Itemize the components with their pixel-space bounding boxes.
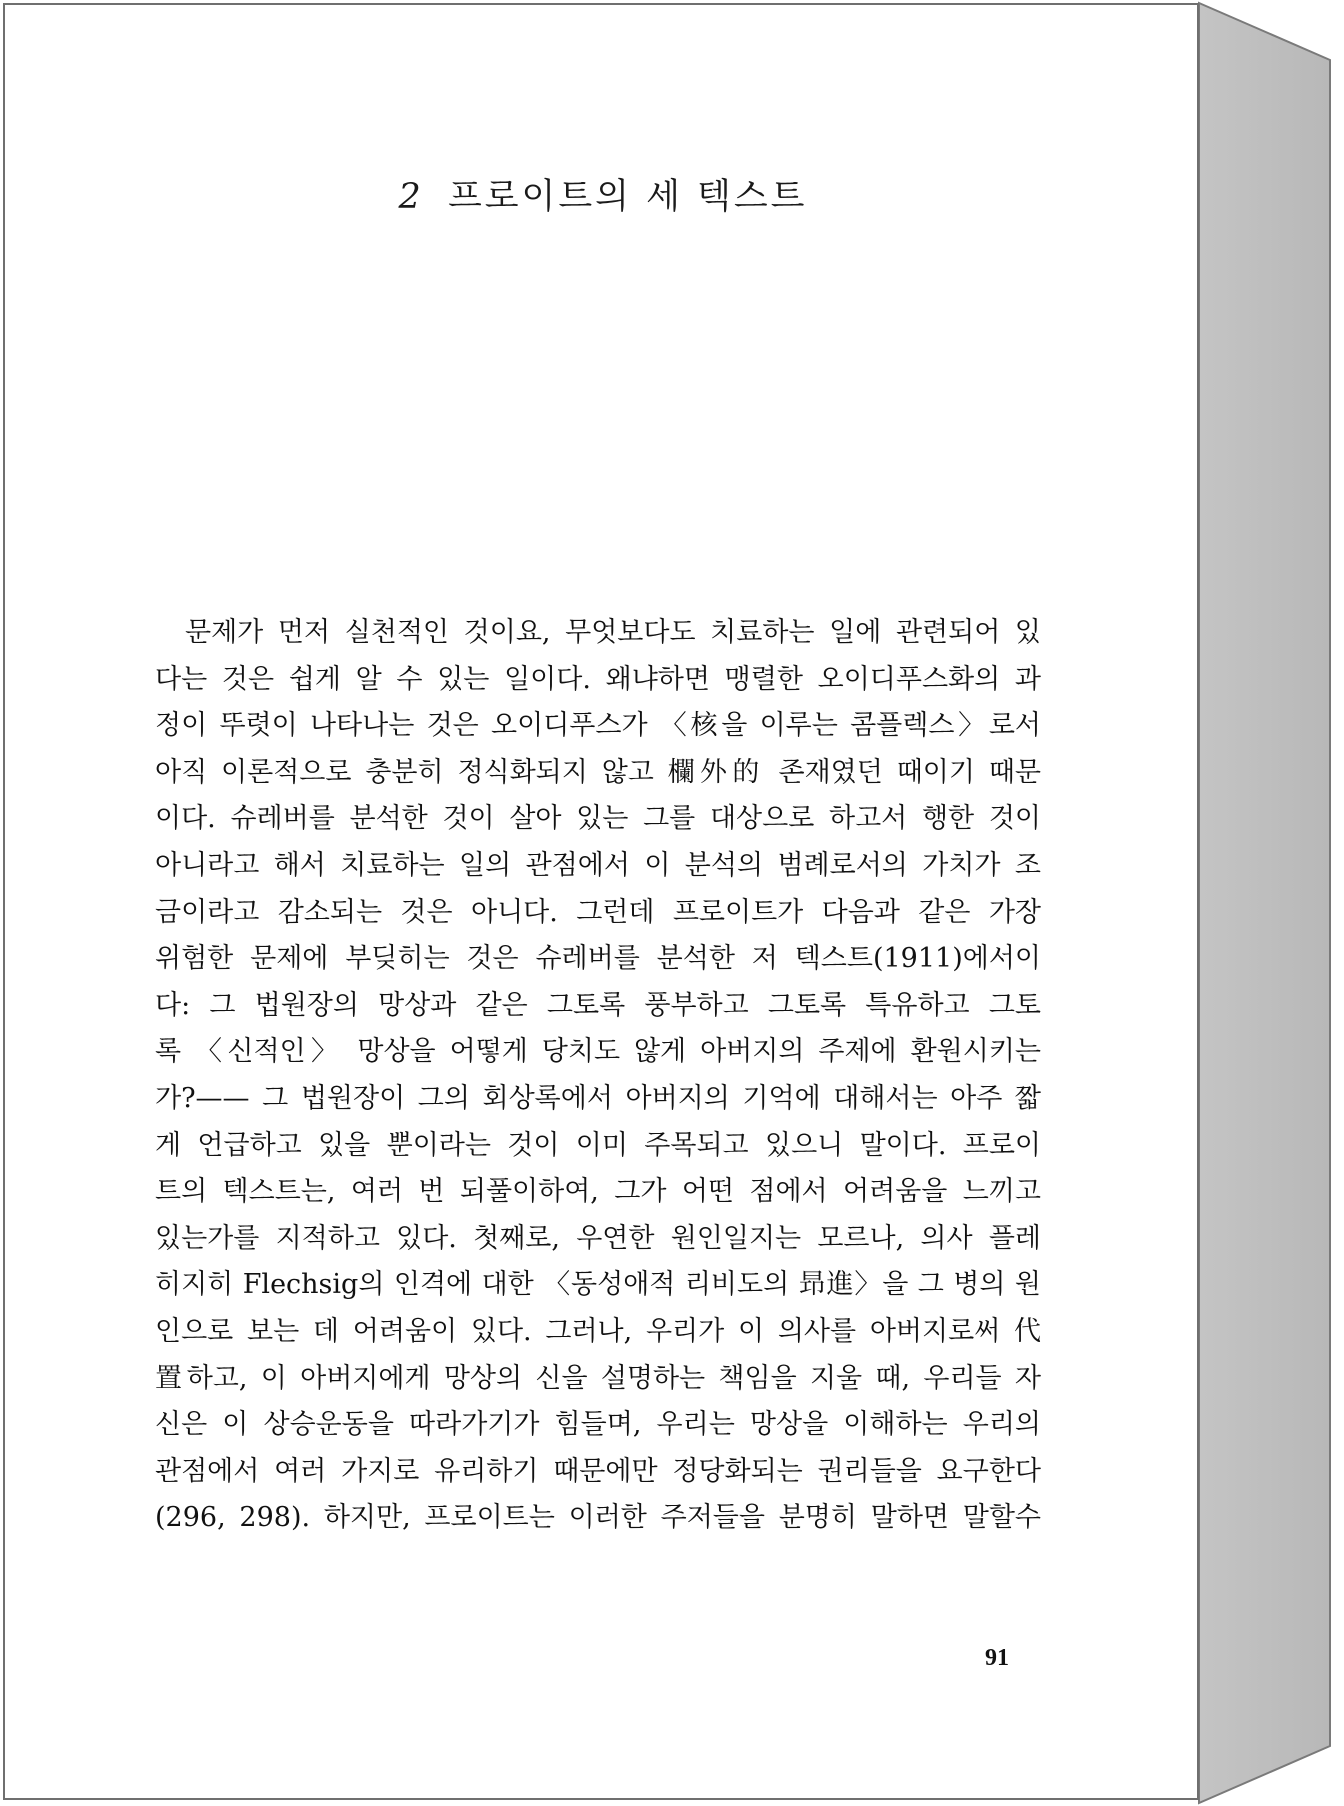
chapter-number: 2	[398, 177, 424, 217]
text-line: 문제가 먼저 실천적인 것이요, 무엇보다도 치료하는 일에 관련되어 있	[185, 617, 1041, 648]
text-line: 있는가를 지적하고 있다. 첫째로, 우연한 원인일지는 모르나, 의사 플레	[155, 1222, 1041, 1254]
text-line: 신은 이 상승운동을 따라가기가 힘들며, 우리는 망상을 이해하는 우리의	[155, 1409, 1041, 1441]
text-line: 위험한 문제에 부딪히는 것은 슈레버를 분석한 저 텍스트(1911)에서이	[155, 943, 1041, 975]
text-line: 다: 그 법원장의 망상과 같은 그토록 풍부하고 그토록 특유하고 그토	[155, 989, 1041, 1021]
text-line: 히지히 Flechsig의 인격에 대한 〈동성애적 리비도의 昻進〉을 그 병의 원	[155, 1269, 1041, 1301]
text-line: 아니라고 해서 치료하는 일의 관점에서 이 분석의 범례로서의 가치가 조	[155, 849, 1041, 881]
body-text	[155, 610, 1041, 1542]
text-line: 록 〈신적인〉 망상을 어떻게 당치도 않게 아버지의 주제에 환원시키는	[155, 1036, 1041, 1068]
text-line: 아직 이론적으로 충분히 정식화되지 않고 欄外的 존재였던 때이기 때문	[155, 756, 1041, 788]
text-line: 정이 뚜렷이 나타나는 것은 오이디푸스가 〈核을 이루는 콤플렉스〉로서	[155, 710, 1041, 742]
text-line: 다는 것은 쉽게 알 수 있는 일이다. 왜냐하면 맹렬한 오이디푸스화의 과	[155, 663, 1041, 695]
text-line: 置하고, 이 아버지에게 망상의 신을 설명하는 책임을 지울 때, 우리들 자	[155, 1362, 1041, 1394]
text-line: 인으로 보는 데 어려움이 있다. 그러나, 우리가 이 의사를 아버지로써 代	[155, 1315, 1041, 1347]
text-line: 관점에서 여러 가지로 유리하기 때문에만 정당화되는 권리들을 요구한다	[155, 1455, 1041, 1487]
text-line: 이다. 슈레버를 분석한 것이 살아 있는 그를 대상으로 하고서 행한 것이	[155, 803, 1041, 835]
text-line: 트의 텍스트는, 여러 번 되풀이하여, 그가 어떤 점에서 어려움을 느끼고	[155, 1176, 1041, 1208]
text-line: 가?—— 그 법원장이 그의 회상록에서 아버지의 기억에 대해서는 아주 짧	[155, 1082, 1041, 1114]
text-line: 금이라고 감소되는 것은 아니다. 그런데 프로이트가 다음과 같은 가장	[155, 896, 1041, 928]
text-line: 게 언급하고 있을 뿐이라는 것이 이미 주목되고 있으니 말이다. 프로이	[155, 1129, 1041, 1161]
text-line: (296, 298). 하지만, 프로이트는 이러한 주저들을 분명히 말하면 말할수	[155, 1502, 1041, 1534]
book-page	[3, 3, 1199, 1800]
chapter-title	[5, 169, 1201, 219]
chapter-title-text: 프로이트의 세 텍스트	[447, 177, 808, 217]
page-number: 91	[985, 1645, 1009, 1671]
